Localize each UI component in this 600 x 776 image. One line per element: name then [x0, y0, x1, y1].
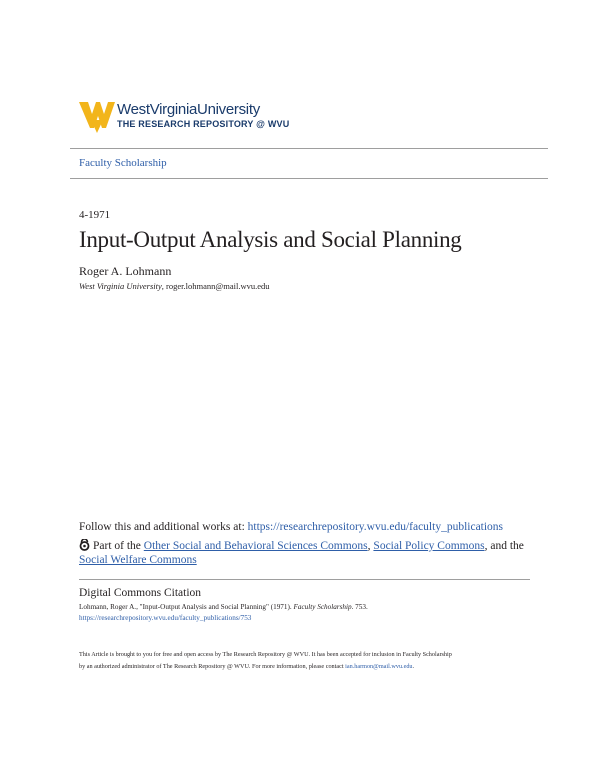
contact-email-link[interactable]: ian.harmon@mail.wvu.edu [345, 663, 413, 670]
author-affiliation [79, 281, 269, 291]
top-divider [70, 148, 548, 149]
university-name: WestVirginiaUniversity [117, 101, 260, 118]
citation-text-prefix: Lohmann, Roger A., "Input-Output Analysis and Social Planning" (1971). [79, 603, 294, 611]
citation-text [79, 602, 368, 624]
follow-link[interactable]: https://researchrepository.wvu.edu/faculty_publications [247, 521, 504, 533]
author-name: Roger A. Lohmann [79, 264, 172, 278]
social-policy-commons-link[interactable]: Social Policy Commons [373, 540, 485, 552]
citation-journal: Faculty Scholarship [293, 603, 352, 611]
citation-heading: Digital Commons Citation [79, 587, 202, 599]
part-of-line [79, 539, 524, 554]
part-of-sep2: , and the [484, 540, 524, 552]
part-of-prefix: Part of the [93, 540, 144, 552]
access-notice [79, 649, 452, 673]
notice-line2-suffix: . [412, 663, 415, 670]
affiliation-email: , roger.lohmann@mail.wvu.edu [161, 281, 270, 291]
other-social-commons-link[interactable]: Other Social and Behavioral Sciences Commons [143, 540, 368, 552]
part-of-line2 [79, 554, 197, 566]
notice-line2-prefix: by an authorized administrator of The Research Repository @ WVU. For more information, please contact [79, 663, 346, 670]
article-title: Input-Output Analysis and Social Planning [79, 227, 462, 252]
follow-line [79, 521, 503, 533]
affiliation-institution: West Virginia University [79, 281, 162, 291]
repository-name: THE RESEARCH REPOSITORY @ WVU [117, 119, 290, 129]
publication-date: 4-1971 [79, 209, 111, 221]
citation-text-suffix: . 753. [351, 603, 368, 611]
citation-divider [79, 579, 530, 580]
part-of-sep1: , [367, 540, 374, 552]
header-divider [70, 178, 548, 179]
follow-prefix: Follow this and additional works at: [79, 521, 248, 533]
open-access-icon [79, 539, 90, 551]
wvu-repository-logo [79, 100, 309, 136]
collection-link[interactable]: Faculty Scholarship [79, 157, 167, 169]
notice-line1: This Article is brought to you for free and open access by The Research Repository @ WVU. It has been accepted for inclusion in Faculty Scholarship [79, 651, 452, 658]
social-welfare-commons-link[interactable]: Social Welfare Commons [79, 554, 197, 566]
wv-logo-icon [79, 100, 115, 134]
citation-url-link[interactable]: https://researchrepository.wvu.edu/faculty_publications/753 [79, 614, 252, 622]
